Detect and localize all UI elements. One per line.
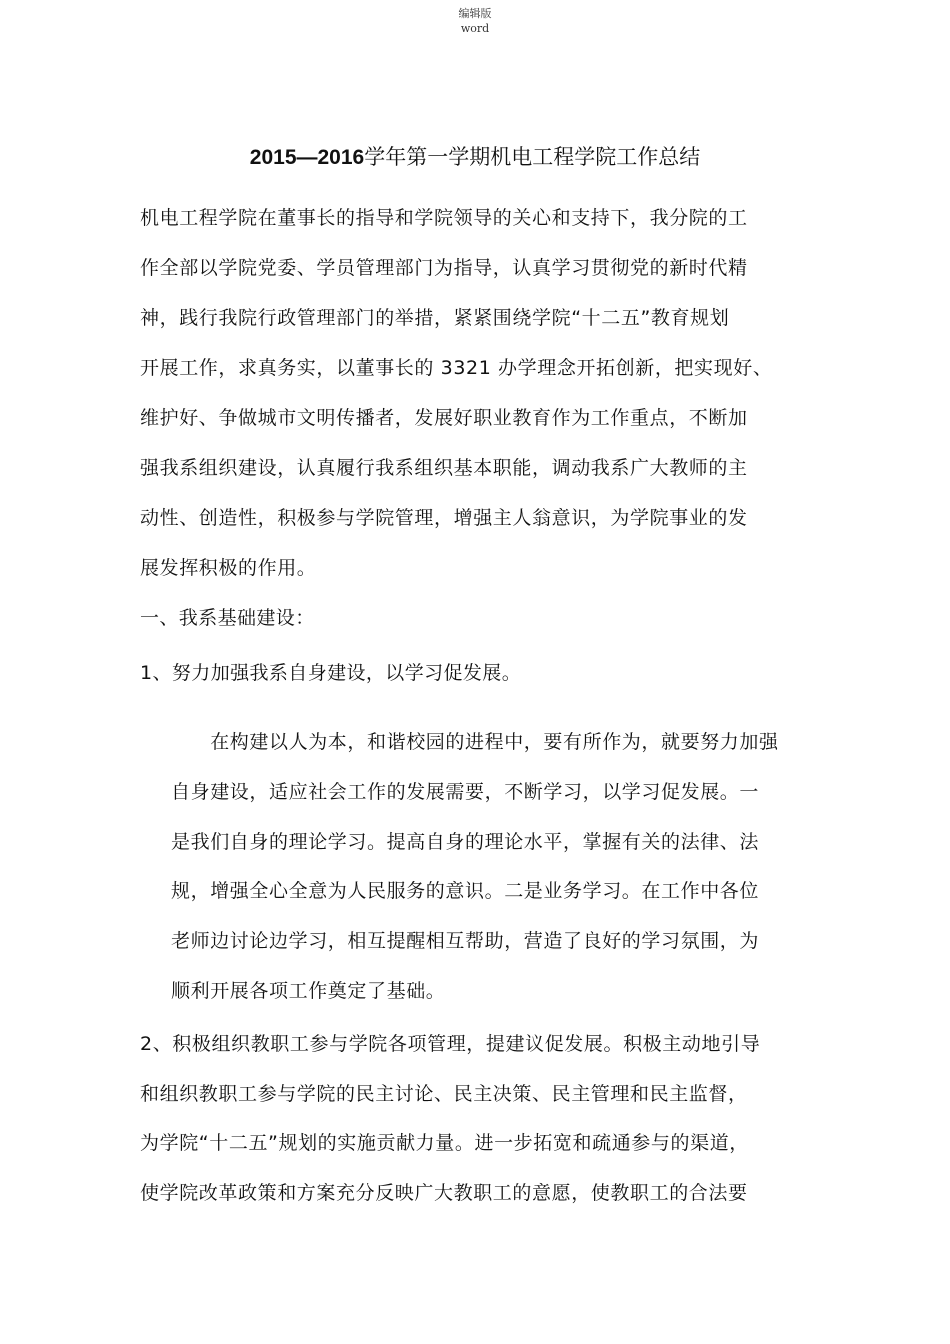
item1-line: 是我们自身的理论学习。提高自身的理论水平，掌握有关的法律、法 (171, 831, 760, 853)
title-text: 学年第一学期机电工程学院工作总结 (364, 145, 701, 169)
item1-line: 自身建设，适应社会工作的发展需要，不断学习，以学习促发展。一 (171, 781, 760, 803)
item-heading: 1、努力加强我系自身建设，以学习促发展。 (140, 662, 522, 684)
item1-line: 在构建以人为本，和谐校园的进程中，要有所作为，就要努力加强 (171, 731, 779, 753)
intro-line: 展发挥积极的作用。 (140, 557, 317, 579)
intro-line: 开展工作，求真务实，以董事长的 3321 办学理念开拓创新，把实现好、 (140, 357, 773, 379)
intro-line: 机电工程学院在董事长的指导和学院领导的关心和支持下，我分院的工 (140, 207, 748, 229)
intro-line: 作全部以学院党委、学员管理部门为指导，认真学习贯彻党的新时代精 (140, 257, 748, 279)
item2-line: 2、积极组织教职工参与学院各项管理，提建议促发展。积极主动地引导 (140, 1033, 761, 1055)
intro-line: 神，践行我院行政管理部门的举措，紧紧围绕学院“十二五”教育规划 (140, 307, 730, 329)
intro-line: 维护好、争做城市文明传播者，发展好职业教育作为工作重点，不断加 (140, 407, 748, 429)
item1-line: 老师边讨论边学习，相互提醒相互帮助，营造了良好的学习氛围，为 (171, 930, 760, 952)
header-format: word (460, 22, 490, 35)
intro-line: 强我系组织建设，认真履行我系组织基本职能，调动我系广大教师的主 (140, 457, 748, 479)
section-heading: 一、我系基础建设： (140, 607, 315, 629)
page-header (0, 6, 950, 36)
item1-line: 顺利开展各项工作奠定了基础。 (171, 980, 446, 1002)
item2-line: 为学院“十二五”规划的实施贡献力量。进一步拓宽和疏通参与的渠道， (140, 1132, 749, 1154)
title-years: 2015—2016 (249, 146, 365, 169)
item2-line: 使学院改革政策和方案充分反映广大教职工的意愿，使教职工的合法要 (140, 1182, 748, 1204)
header-label: 编辑版 (458, 7, 492, 20)
intro-line: 动性、创造性，积极参与学院管理，增强主人翁意识，为学院事业的发 (140, 507, 748, 529)
document-title (0, 140, 950, 175)
item1-line: 规，增强全心全意为人民服务的意识。二是业务学习。在工作中各位 (171, 880, 760, 902)
item2-line: 和组织教职工参与学院的民主讨论、民主决策、民主管理和民主监督， (140, 1083, 748, 1105)
